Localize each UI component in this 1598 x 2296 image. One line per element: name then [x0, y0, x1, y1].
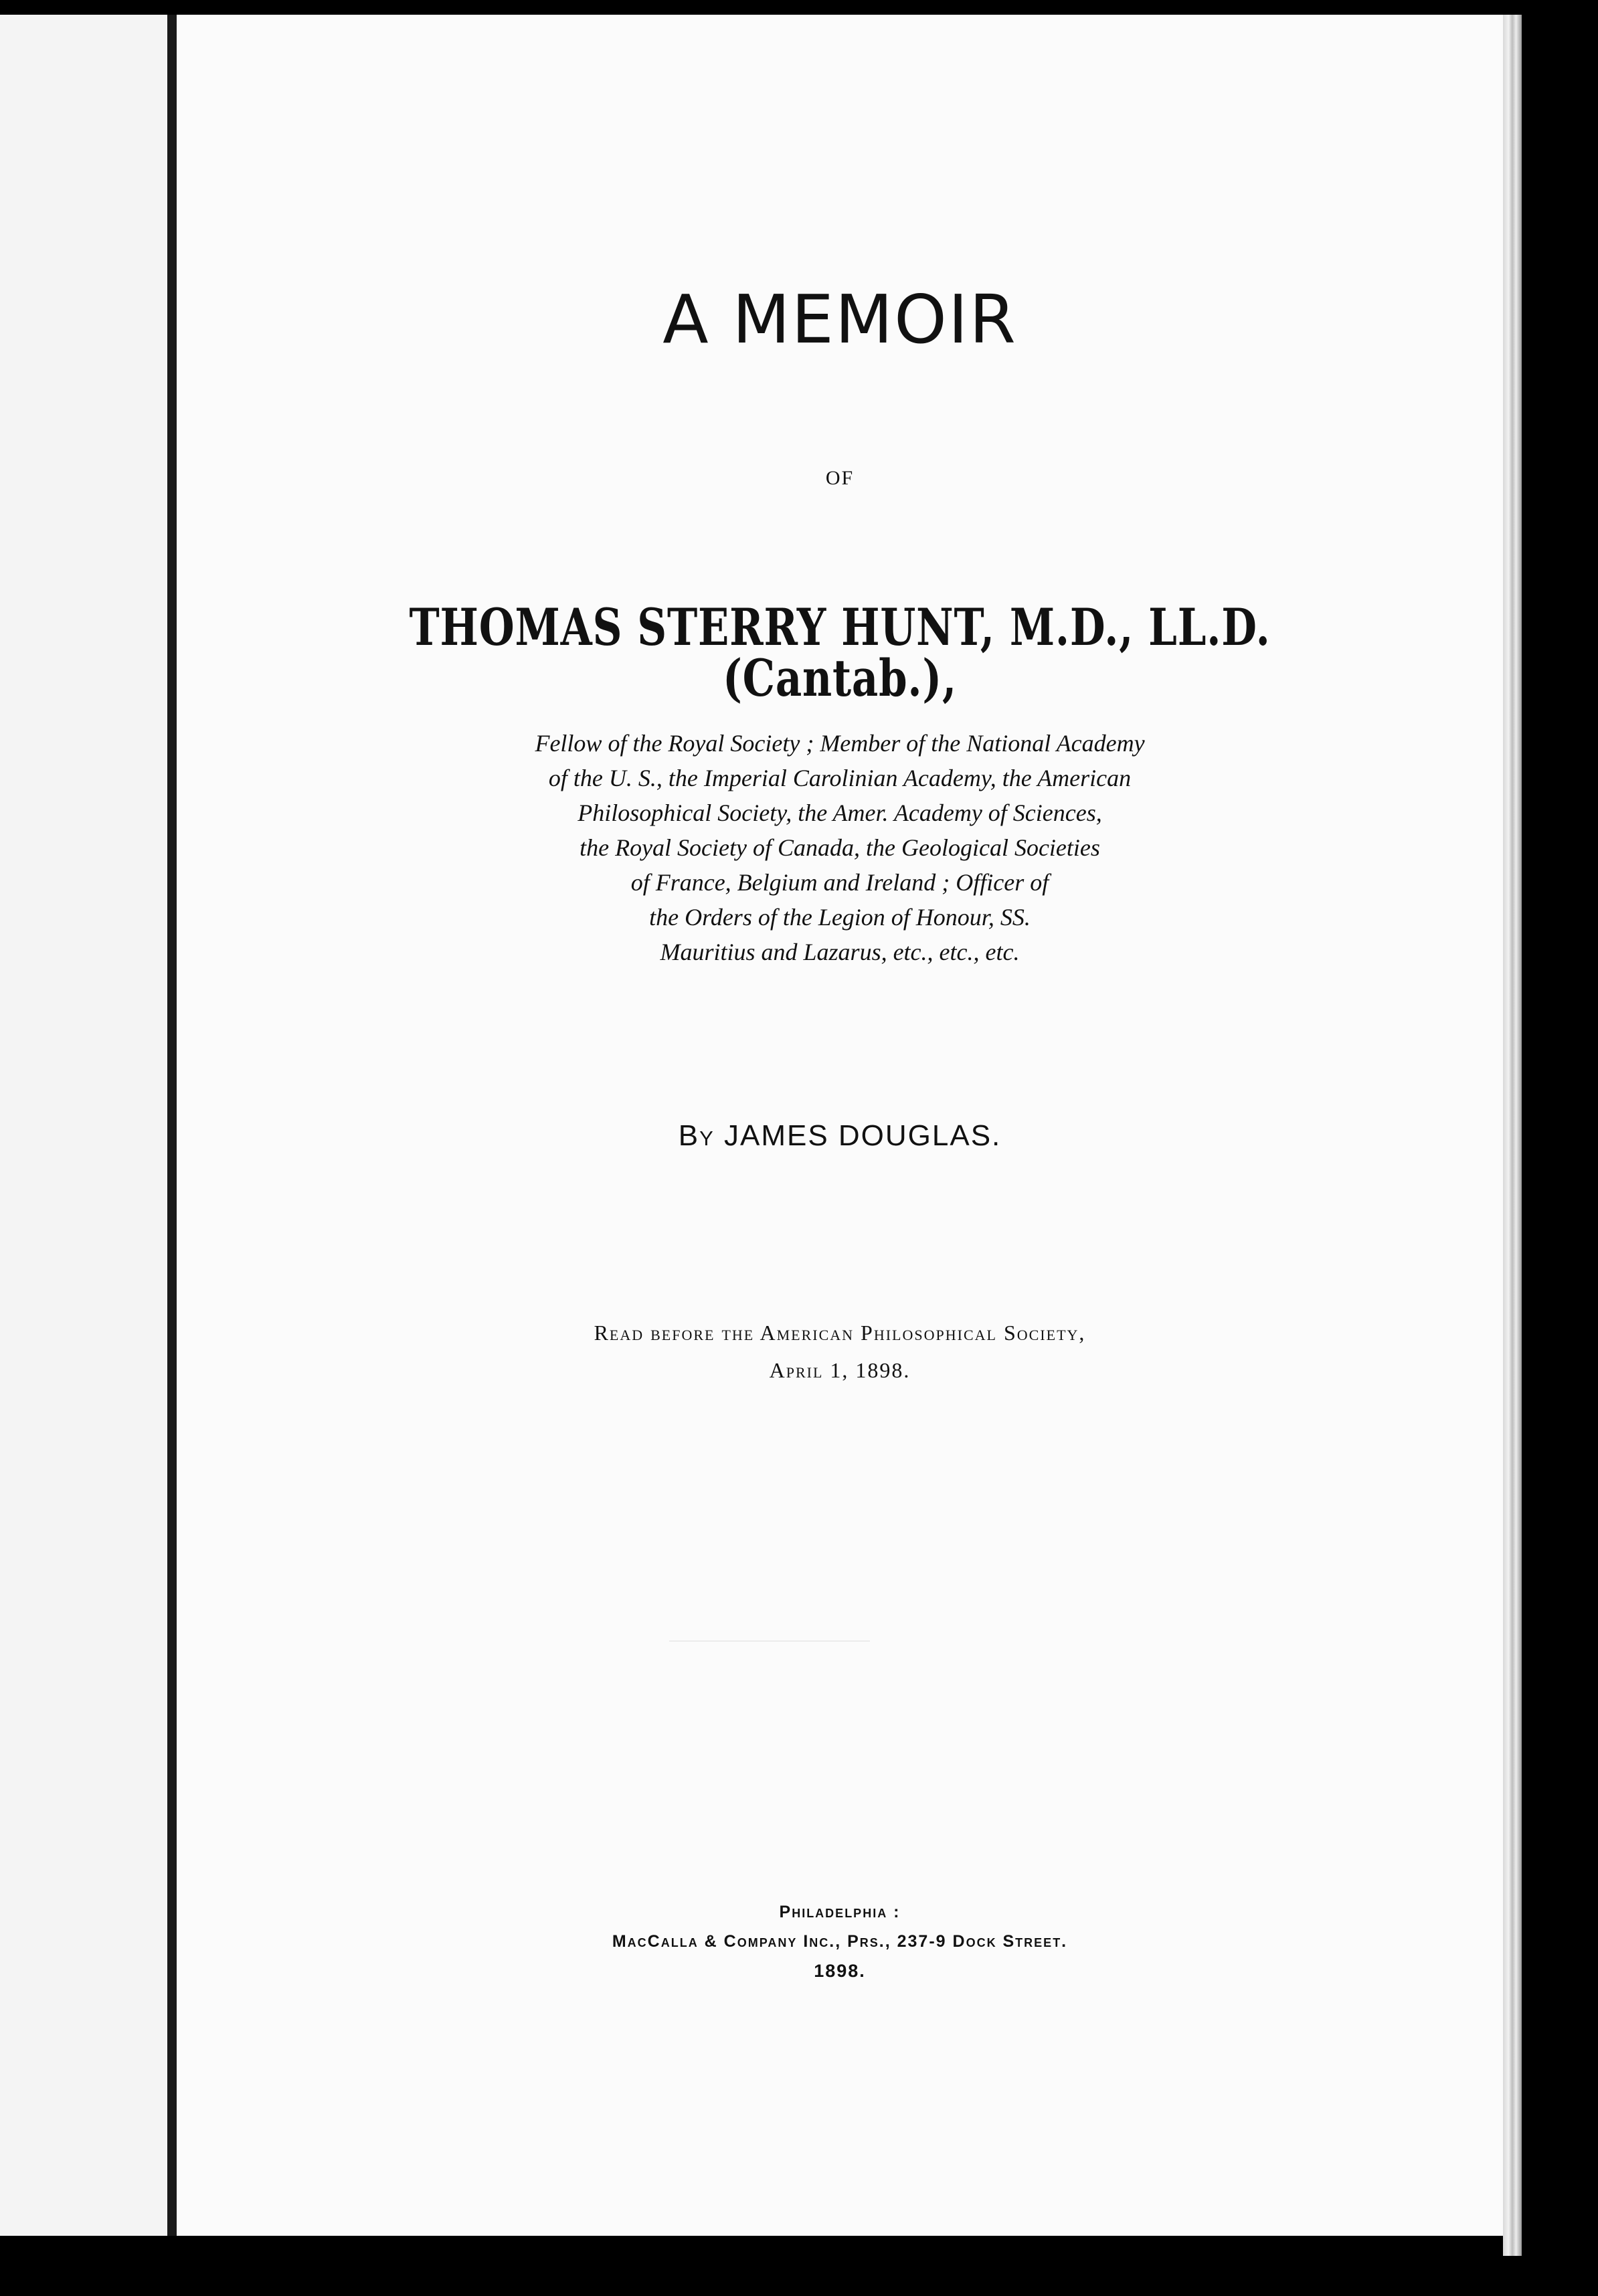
honours-line: of France, Belgium and Ireland ; Officer of	[630, 869, 1049, 896]
reading-note-line: Read before the American Philosophical Society,	[594, 1321, 1086, 1345]
honours-line: the Royal Society of Canada, the Geological Societies	[580, 834, 1100, 861]
reading-note	[177, 1314, 1503, 1389]
subject-name: THOMAS STERRY HUNT, M.D., LL.D. (Cantab.),	[409, 597, 1271, 708]
memoir-title: A MEMOIR	[662, 280, 1017, 359]
imprint-place: Philadelphia :	[779, 1903, 901, 1921]
honours-line: Fellow of the Royal Society ; Member of the National Academy	[535, 730, 1145, 757]
imprint-printer: MacCalla & Company Inc., Prs., 237-9 Dock Street.	[612, 1932, 1068, 1951]
page-edges	[1503, 15, 1522, 2256]
imprint-year: 1898.	[814, 1961, 866, 1981]
honours-list	[177, 726, 1503, 969]
author-byline: By JAMES DOUGLAS.	[678, 1119, 1002, 1152]
honours-line: Mauritius and Lazarus, etc., etc., etc.	[660, 939, 1020, 965]
of-connector: OF	[825, 467, 855, 489]
imprint	[177, 1897, 1503, 1986]
reading-date: April 1, 1898.	[769, 1358, 911, 1382]
honours-line: Philosophical Society, the Amer. Academy of Sciences,	[578, 799, 1102, 826]
honours-line: the Orders of the Legion of Honour, SS.	[649, 904, 1031, 931]
faint-divider	[669, 1640, 870, 1642]
left-page-margin	[0, 15, 169, 2236]
honours-line: of the U. S., the Imperial Carolinian Academy, the American	[548, 765, 1132, 791]
book-gutter	[167, 15, 177, 2236]
